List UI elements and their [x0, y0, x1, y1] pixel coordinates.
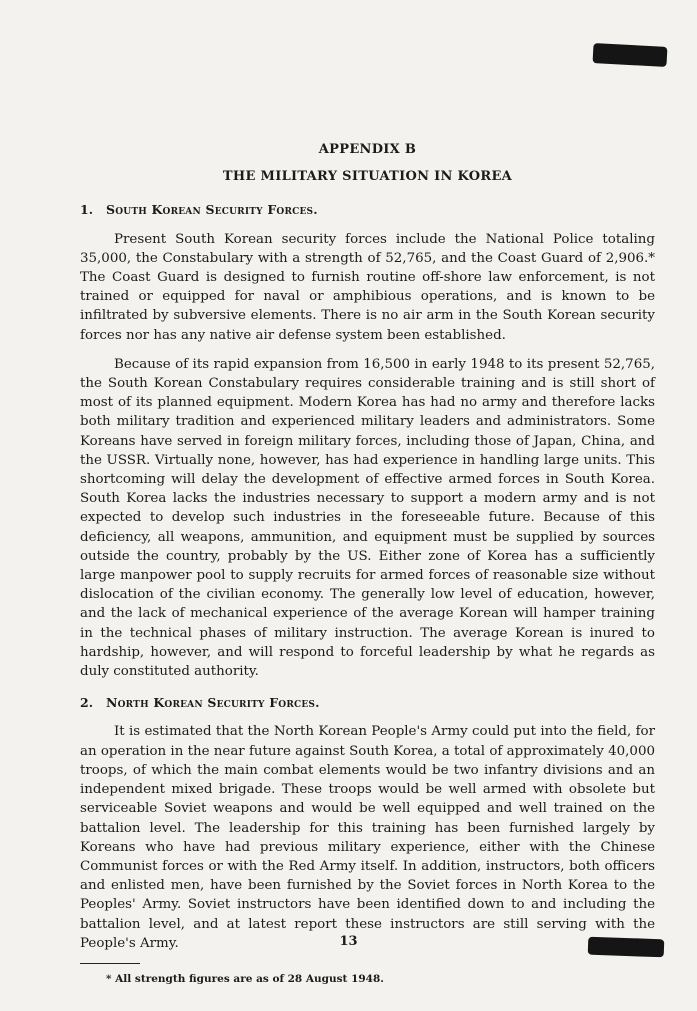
paragraph: Present South Korean security forces include the National Police totaling 35,000, the Constabulary with a strength of 52,765, and the Coast Guard of 2,906.* The Coast Guard is designed to furnish routine off-shore law enforcement, is not trained or equipped for naval or amphibious operations, and is known to be infiltrated by subversive elements. There is no air arm in the South Korean security forces nor has any native air defense system been established.: [80, 231, 655, 343]
section-title: South Korean Security Forces.: [106, 202, 318, 218]
section-title: North Korean Security Forces.: [106, 695, 320, 711]
document-title: THE MILITARY SITUATION IN KOREA: [222, 169, 513, 185]
redaction-mark-bottom: [588, 937, 665, 958]
page-content: [80, 140, 655, 989]
footnote-rule: [80, 963, 140, 964]
section-heading-2: [80, 693, 655, 712]
page-number: 13: [339, 934, 358, 949]
section-heading-1: [80, 200, 655, 219]
section-number: 1.: [80, 202, 94, 218]
appendix-label: APPENDIX B: [318, 142, 417, 157]
paragraph: It is estimated that the North Korean People's Army could put into the field, for an operation in the near future against South Korea, a total of approximately 40,000 troops, of which the main combat elements would be two infantry divisions and an independent mixed brigade. These troops would be well armed with obsolete but serviceable Soviet weapons and would be well equipped and well trained on the battalion level. The leadership for this training has been furnished largely by Koreans who have had previous military experience, either with the Chinese Communist forces or with the Red Army itself. In addition, instructors, both officers and enlisted men, have been furnished by the Soviet forces in North Korea to the Peoples' Army. Soviet instructors have been identified down to and including the battalion level, and at latest report these instructors are still serving with the People's Army.: [80, 724, 655, 951]
section-number: 2.: [80, 695, 94, 711]
redaction-mark-top: [593, 43, 668, 67]
paragraph: Because of its rapid expansion from 16,500 in early 1948 to its present 52,765, the South Korean Constabulary requires considerable training and is still short of most of its planned equipment. Modern Korea has had no army and therefore lacks both military tradition and experienced military leaders and administrators. Some Koreans have served in foreign military forces, including those of Japan, China, and the USSR. Virtually none, however, has had experience in handling large units. This shortcoming will delay the development of effective armed forces in South Korea. South Korea lacks the industries necessary to support a modern army and is not expected to develop such industries in the foreseeable future. Because of this deficiency, all weapons, ammunition, and equipment must be supplied by sources outside the country, probably by the US. Either zone of Korea has a sufficiently large manpower pool to supply recruits for armed forces of reasonable size without dislocation of the civilian economy. The generally low level of education, however, and the lack of mechanical experience of the average Korean will hamper training in the technical phases of military instruction. The average Korean is inured to hardship, however, and will respond to forceful leadership by what he regards as duly constituted authority.: [80, 356, 655, 680]
footnote: * All strength figures are as of 28 August 1948.: [106, 972, 384, 985]
